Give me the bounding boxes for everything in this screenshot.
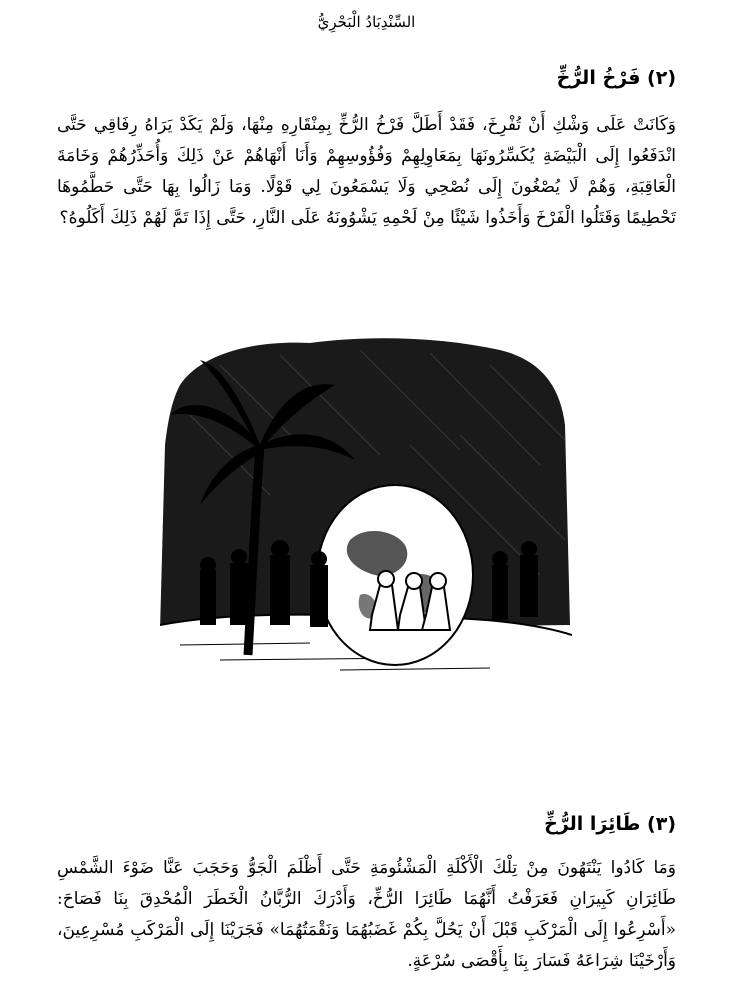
- engraving-image: [160, 325, 572, 690]
- section-heading-roc-chick: (٢) فَرْخُ الرُّخِّ: [556, 67, 676, 89]
- running-title: السِّنْدِبَادُ الْبَحْرِيُّ: [317, 13, 416, 31]
- paragraph-roc-chick: وَكَانَتْ عَلَى وَشْكِ أَنْ تُفْرِخَ، فَقَدْ أَطَلَّ فَرْخُ الرُّخِّ بِمِنْقَارِهِ مِنْهَا، وَلَمْ يَكَدْ يَرَاهُ رِفَاقِي حَتَّى انْدَفَعُوا إِلَى الْبَيْضَةِ يُكَسِّرُونَهَا بِمَعَاوِلِهِمْ وَفُؤُوسِهِمْ وَأَنَا أَنْهَاهُمْ عَنْ ذَلِكَ وَأُحَذِّرُهُمْ وَخَامَةَ الْعَاقِبَةِ، وَهُمْ لَا يُصْغُونَ إِلَى نُصْحِي وَلَا يَسْمَعُونَ لِي قَوْلًا. وَمَا زَالُوا بِهَا حَتَّى حَطَّمُوهَا تَحْطِيمًا وَقَتَلُوا الْفَرْخَ وَأَخَذُوا شَيْئًا مِنْ لَحْمِهِ يَشْوُونَهُ عَلَى النَّارِ، حَتَّى إِذَا تَمَّ لَهُمْ ذَلِكَ أَكَلُوهُ؟: [57, 115, 676, 228]
- paragraph-roc-birds: وَمَا كَادُوا يَنْتَهُونَ مِنْ تِلْكَ الْأَكْلَةِ الْمَشْئُومَةِ حَتَّى أَظْلَمَ الْجَوُّ وَحَجَبَ عَنَّا ضَوْءَ الشَّمْسِ طَائِرَانِ كَبِيرَانِ فَعَرَفْتُ أَنَّهُمَا طَائِرَا الرُّخِّ، وَأَدْرَكَ الرُّبَّانُ الْخَطَرَ الْمُحْدِقَ بِنَا فَصَاحَ: «أَسْرِعُوا إِلَى الْمَرْكَبِ قَبْلَ أَنْ يَحُلَّ بِكُمْ غَضَبُهُمَا وَنَقْمَتُهُمَا» فَجَرَيْنَا إِلَى الْمَرْكَبِ مُسْرِعِينَ، وَأَرْخَيْنَا شِرَاعَهُ فَسَارَ بِنَا بِأَقْصَى سُرْعَةٍ.: [57, 858, 676, 971]
- roc-egg-illustration: [160, 325, 572, 690]
- section-heading-roc-birds: (٣) طَائِرَا الرُّخِّ: [544, 813, 676, 835]
